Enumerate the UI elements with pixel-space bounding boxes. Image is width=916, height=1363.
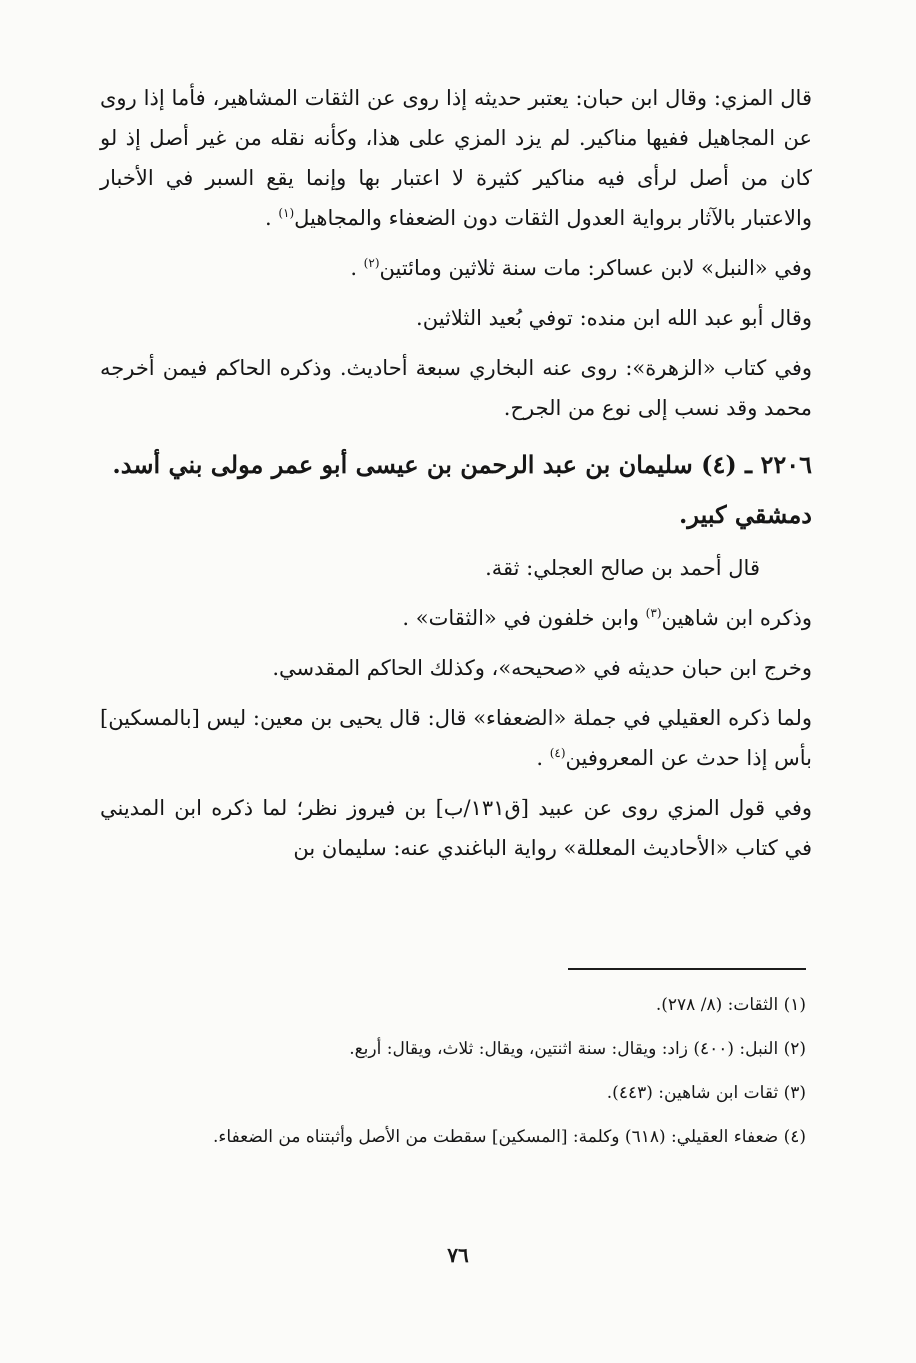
paragraph: وذكره ابن شاهين$^{(٣)}$ وابن خلفون في «الثقات» .: [402, 606, 812, 630]
footnote-divider: [568, 968, 806, 970]
paragraph: قال أحمد بن صالح العجلي: ثقة.: [485, 556, 760, 580]
main-text: [100, 78, 812, 878]
footnote-ref[interactable]: (٣): [645, 606, 662, 620]
footnote: (١) الثقات: (٨/ ٢٧٨).: [655, 995, 806, 1015]
paragraph: وفي قول المزي روى عن عبيد [ق١٣١/ب] بن فيروز نظر؛ لما ذكره ابن المديني في كتاب «الأحاديث المعللة» رواية الباغندي عنه: سليمان بن: [100, 796, 812, 860]
page-number: ٧٦: [447, 1243, 469, 1267]
paragraph: وقال أبو عبد الله ابن منده: توفي بُعيد الثلاثين.: [416, 306, 812, 330]
footnote-ref[interactable]: (١): [278, 206, 295, 220]
footnote-ref[interactable]: (٢): [363, 256, 380, 270]
footnote: (٤) ضعفاء العقيلي: (٦١٨) وكلمة: [المسكين] سقطت من الأصل وأثبتناه من الضعفاء.: [213, 1127, 806, 1147]
paragraph: قال المزي: وقال ابن حبان: يعتبر حديثه إذا روى عن الثقات المشاهير، فأما إذا روى عن المجاهيل ففيها مناكير. لم يزد المزي على هذا، وكأنه نقله من غير أصل إذ لو كان من أصل لرأى فيه مناكير كثيرة لا اعتبار بها وإنما يقع السبر في الأخبار والاعتبار بالآثار برواية العدول الثقات دون الضعفاء والمجاهيل$^{(١)}$ .: [100, 86, 812, 230]
entry-heading: ٢٢٠٦ ـ (٤) سليمان بن عبد الرحمن بن عيسى أبو عمر مولى بني أسد. دمشقي كبير.: [112, 450, 812, 529]
paragraph: وخرج ابن حبان حديثه في «صحيحه»، وكذلك الحاكم المقدسي.: [272, 656, 812, 680]
paragraph: وفي كتاب «الزهرة»: روى عنه البخاري سبعة أحاديث. وذكره الحاكم فيمن أخرجه محمد وقد نسب إلى نوع من الجرح.: [100, 356, 812, 420]
footnotes: [100, 986, 812, 1162]
footnote-ref[interactable]: (٤): [549, 746, 566, 760]
paragraph: ولما ذكره العقيلي في جملة «الضعفاء» قال: قال يحيى بن معين: ليس [بالمسكين] بأس إذا حدث عن المعروفين$^{(٤)}$ .: [100, 706, 812, 770]
footnote: (٣) ثقات ابن شاهين: (٤٤٣).: [606, 1083, 806, 1103]
paragraph: وفي «النبل» لابن عساكر: مات سنة ثلاثين ومائتين$^{(٢)}$ .: [350, 256, 812, 280]
footnote: (٢) النبل: (٤٠٠) زاد: ويقال: سنة اثنتين، ويقال: ثلاث، ويقال: أربع.: [349, 1039, 806, 1059]
